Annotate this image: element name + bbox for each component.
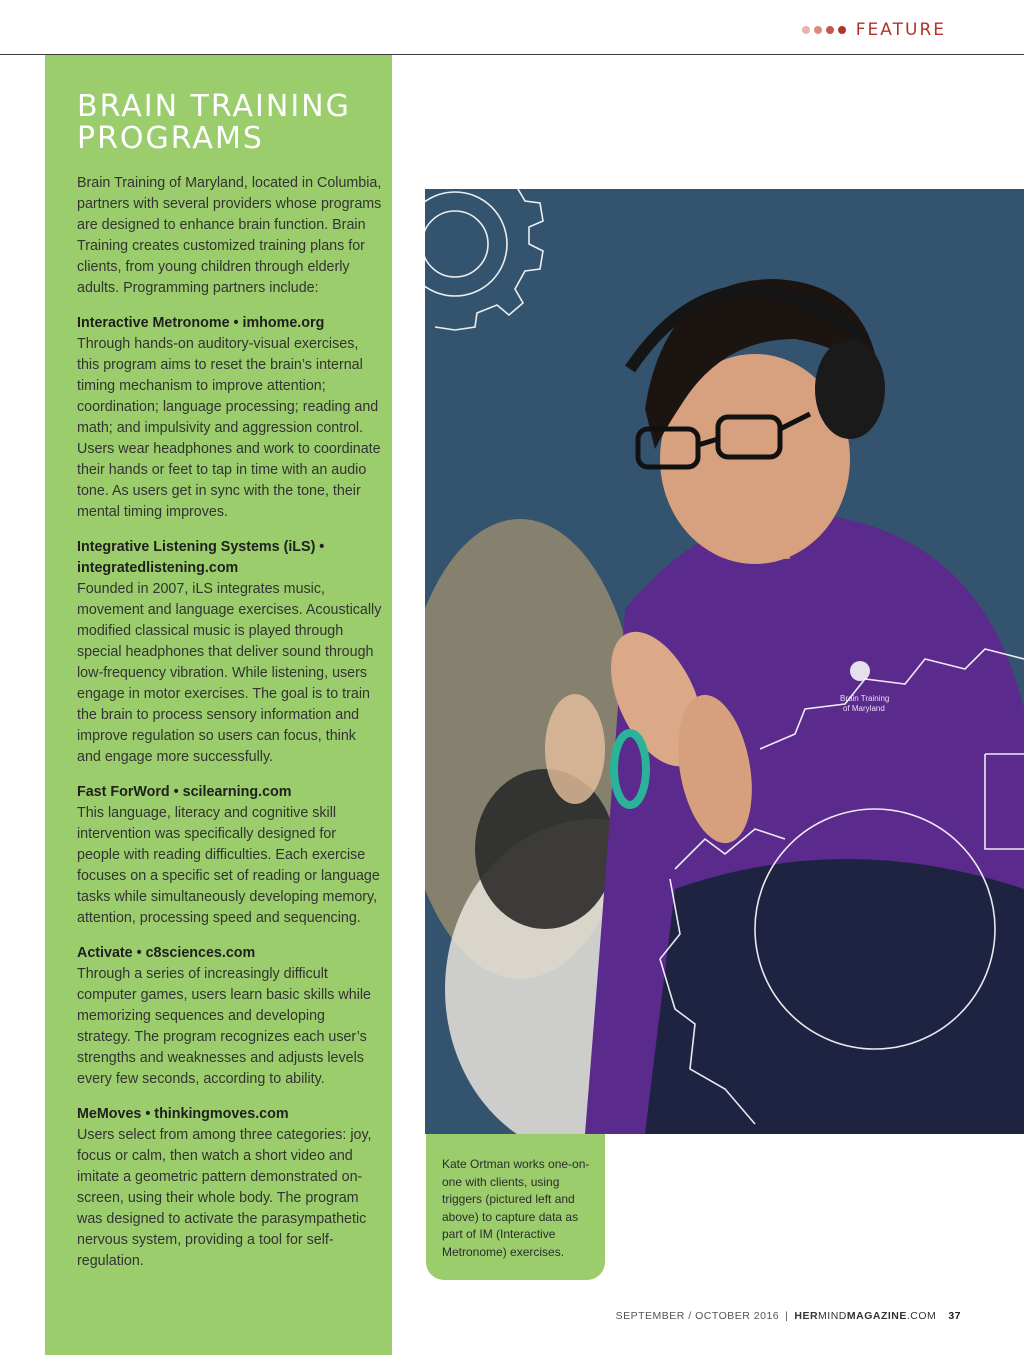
site-suffix: .COM — [906, 1310, 937, 1322]
sidebar — [45, 55, 392, 1355]
child-hand — [545, 694, 605, 804]
sidebar-title — [77, 91, 382, 155]
program-item — [77, 537, 382, 768]
headphone-earcup — [815, 339, 885, 439]
program-description: Users select from among three categories: joy, focus or calm, then watch a short video and imitate a geometric pattern demonstrated on-screen, using their whole body. The program was designed to activate the parasympathetic nervous system, providing a tool for self-regulation. — [77, 1127, 372, 1269]
caption-box — [426, 1134, 605, 1280]
program-description: Through a series of increasingly difficult computer games, users learn basic skills while memorizing sequences and developing strategy. The program recognizes each user’s strengths and weaknesses and adjusts levels every few seconds, according to ability. — [77, 966, 371, 1087]
program-heading: Interactive Metronome • imhome.org — [77, 315, 325, 331]
site-mid: MIND — [818, 1310, 847, 1322]
site-main: MAGAZINE — [846, 1310, 907, 1322]
sidebar-title-line2: PROGRAMS — [77, 121, 264, 156]
sidebar-intro: Brain Training of Maryland, located in Columbia, partners with several providers whose programs are designed to enhance brain function. Brain Training creates customized training plans for clients, from young children through elderly adults. Programming partners include: — [77, 175, 382, 296]
child-headphones — [475, 769, 615, 929]
photo-illustration — [425, 189, 1024, 1134]
program-heading: MeMoves • thinkingmoves.com — [77, 1106, 289, 1122]
sidebar-content — [77, 91, 382, 1272]
sidebar-title-line1: BRAIN TRAINING — [77, 89, 351, 124]
dark-pants — [645, 859, 1024, 1134]
section-label: FEATURE — [855, 20, 946, 40]
magazine-url — [794, 1310, 936, 1322]
dot-icon — [802, 26, 810, 34]
program-description: This language, literacy and cognitive skill intervention was specifically designed for people with reading difficulties. Each exercise focuses on a specific set of reading or language tasks while simultaneously developing memory, attention, processing speed and sequencing. — [77, 805, 380, 926]
program-description: Founded in 2007, iLS integrates music, movement and language exercises. Acoustically modified classical music is played through special headphones that deliver sound through low-frequency vibration. While listening, users engage in motor exercises. The goal is to train the brain to process sensory information and improve regulation so users can focus, think and engage more successfully. — [77, 581, 382, 765]
dot-icon — [826, 26, 834, 34]
program-item — [77, 1104, 382, 1272]
dot-icon — [838, 26, 846, 34]
issue-date: SEPTEMBER / OCTOBER 2016 — [615, 1310, 780, 1322]
footer-separator: | — [785, 1310, 789, 1322]
footer — [616, 1310, 961, 1322]
dot-icon — [814, 26, 822, 34]
photo-caption: Kate Ortman works one-on-one with clients, using triggers (pictured left and above) to capture data as part of IM (Interactive Metronome) exercises. — [442, 1157, 590, 1259]
logo-icon — [850, 661, 870, 681]
feature-photo — [425, 189, 1024, 1134]
program-heading: Fast ForWord • scilearning.com — [77, 784, 292, 800]
page-number: 37 — [948, 1310, 961, 1322]
section-dots-icon — [802, 26, 846, 34]
program-description: Through hands-on auditory-visual exercises, this program aims to reset the brain’s internal timing mechanism to improve attention; coordination; language processing; reading and math; and impulsivity and aggression control. Users wear headphones and work to coordinate their hands or feet to tap in time with an audio tone. As users get in sync with the tone, their mental timing improves. — [77, 336, 381, 520]
logo-text-2: of Maryland — [843, 704, 885, 713]
program-heading: Integrative Listening Systems (iLS) • integratedlistening.com — [77, 539, 325, 576]
program-item — [77, 943, 382, 1090]
logo-text-1: Brain Training — [840, 694, 890, 703]
section-header — [802, 20, 946, 40]
site-prefix: HER — [794, 1310, 819, 1322]
program-heading: Activate • c8sciences.com — [77, 945, 256, 961]
program-item — [77, 782, 382, 929]
program-item — [77, 313, 382, 523]
